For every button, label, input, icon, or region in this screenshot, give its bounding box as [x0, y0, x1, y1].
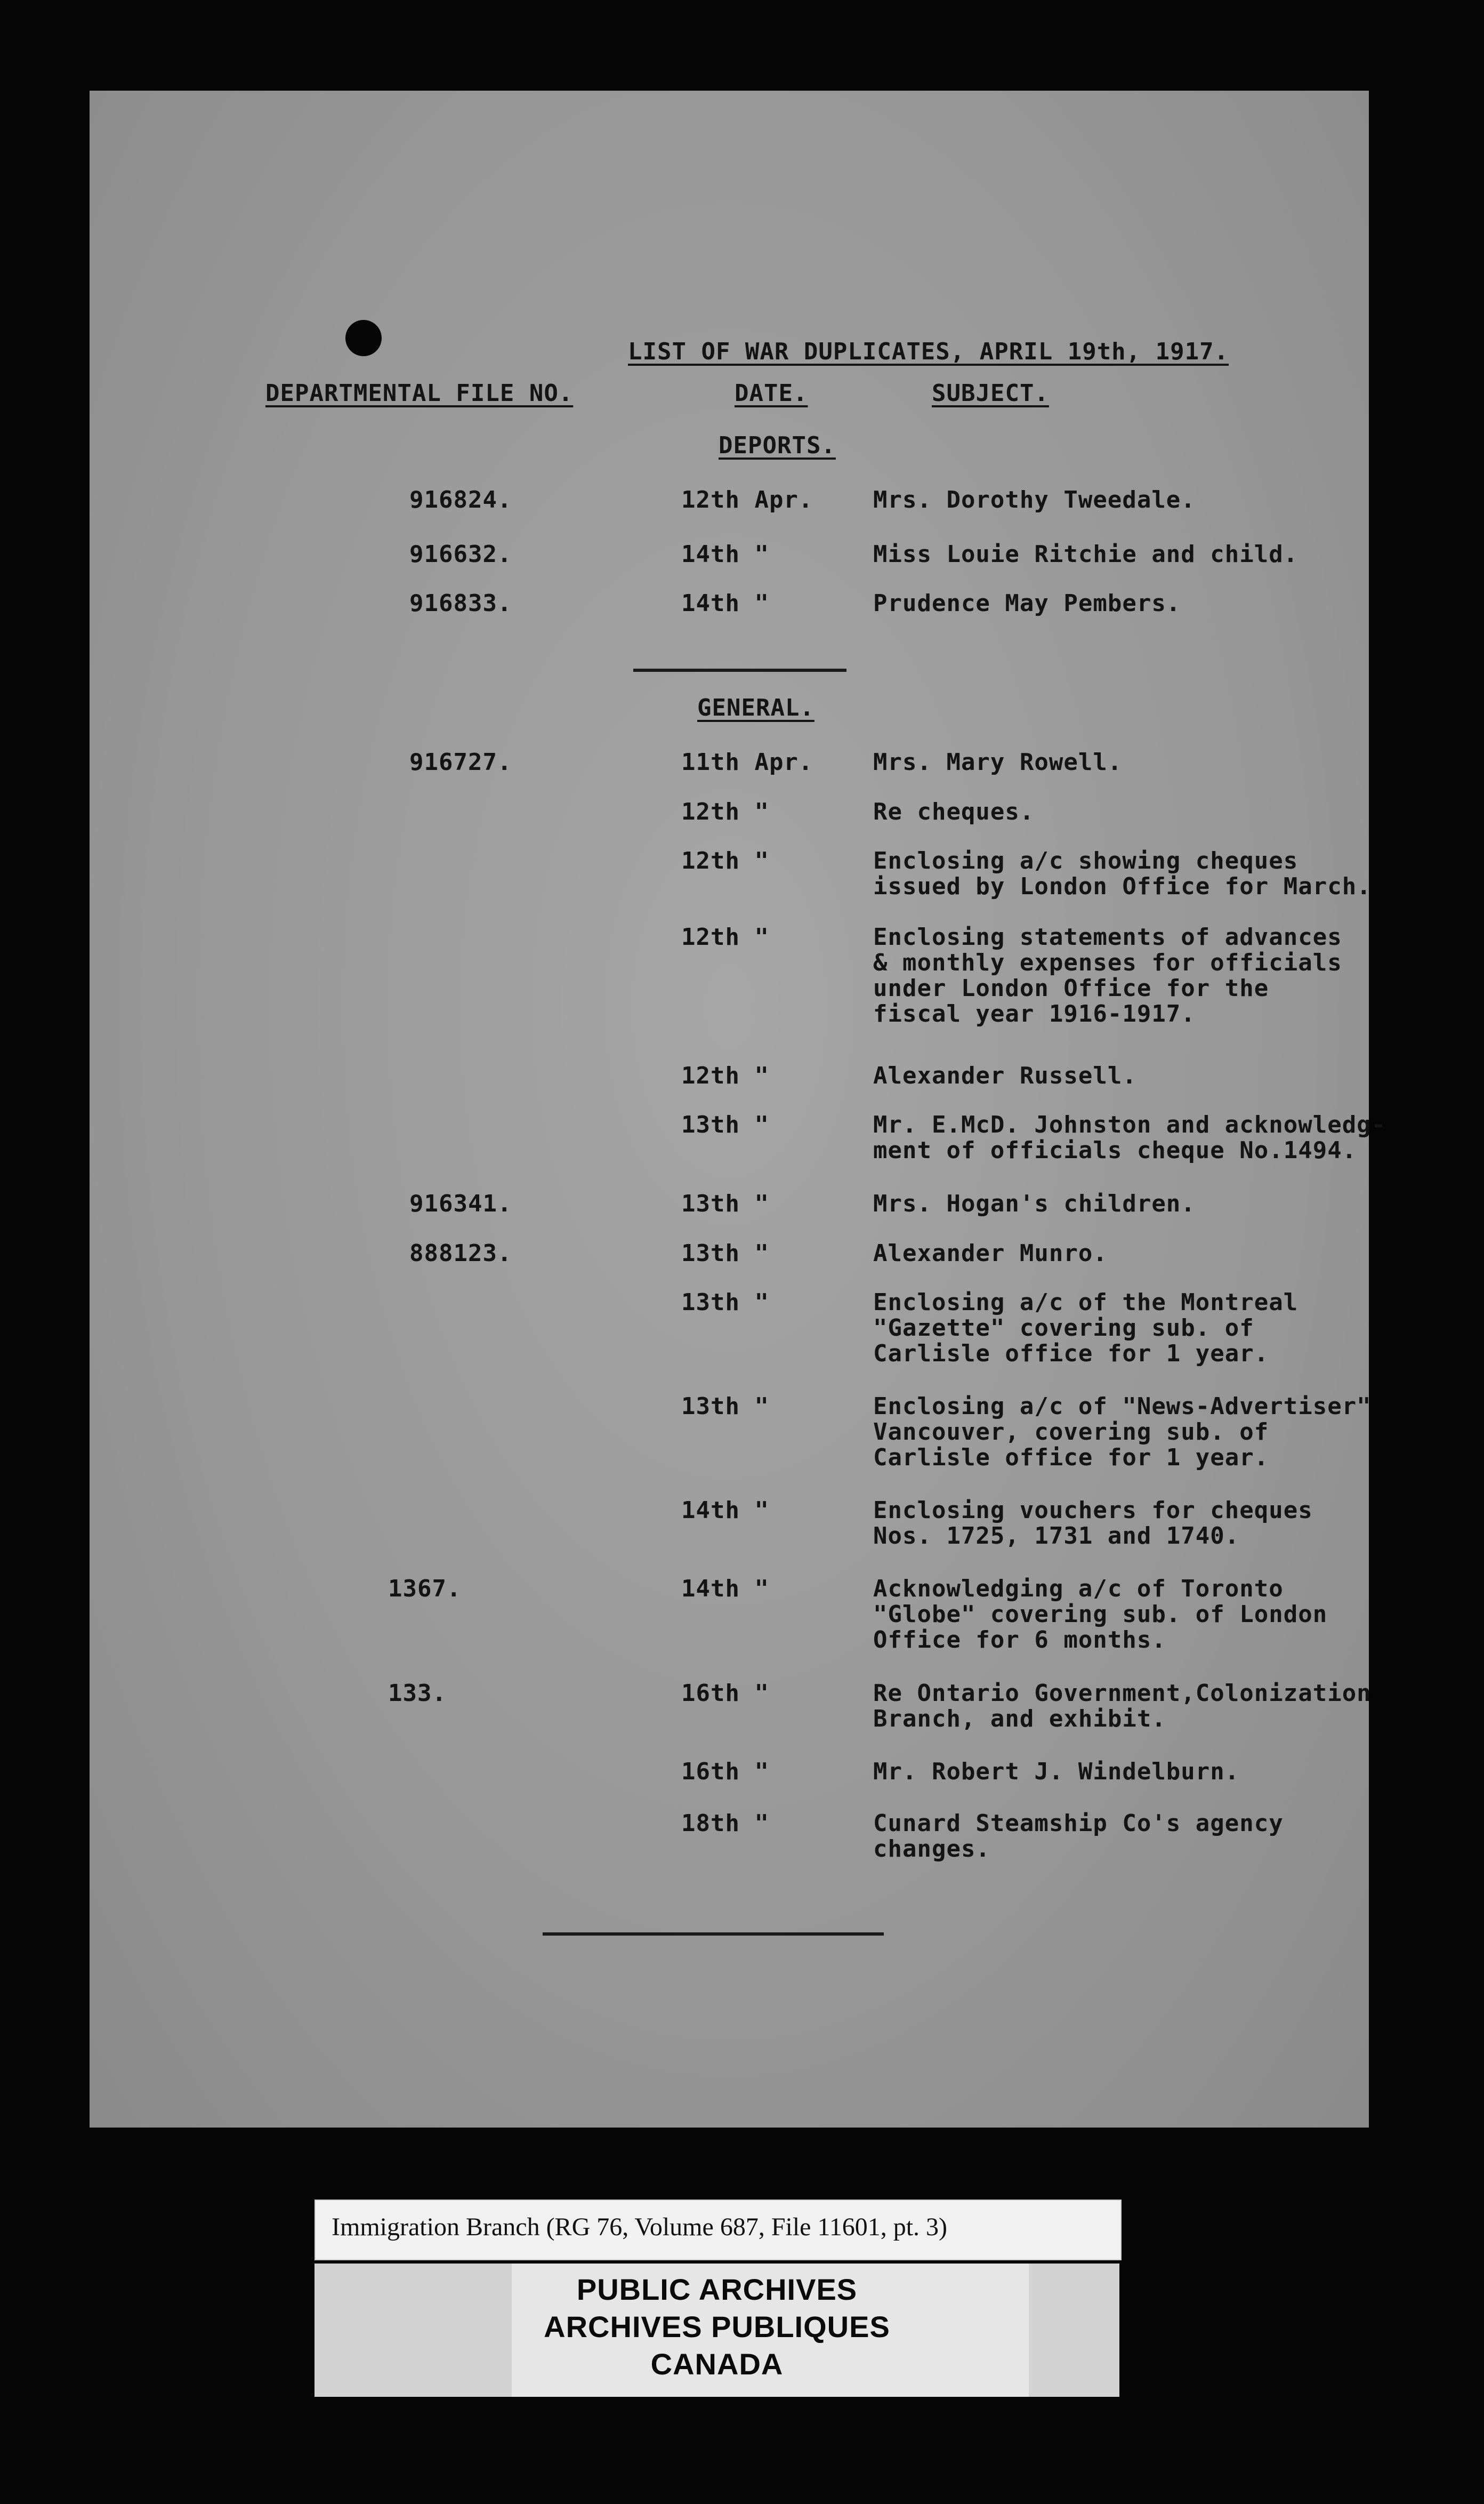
entry-subject: Carlisle office for 1 year.	[873, 1340, 1269, 1367]
entry-date: 13th "	[681, 1240, 769, 1267]
entry-subject: Alexander Russell.	[873, 1062, 1137, 1089]
entry-subject: Prudence May Pembers.	[873, 590, 1181, 617]
file-number: 916727.	[409, 749, 512, 776]
entry-subject: Office for 6 months.	[873, 1626, 1166, 1654]
entry-subject: Re cheques.	[873, 798, 1035, 825]
entry-subject: Mr. E.McD. Johnston and acknowledg-	[873, 1111, 1386, 1138]
entry-date: 11th Apr.	[681, 749, 813, 776]
entry-subject: Enclosing statements of advances	[873, 924, 1342, 951]
entry-subject: Vancouver, covering sub. of	[873, 1418, 1269, 1446]
file-number: 1367.	[388, 1575, 462, 1602]
entry-date: 14th "	[681, 1497, 769, 1524]
entry-subject: Mrs. Dorothy Tweedale.	[873, 486, 1196, 513]
archive-stamp	[314, 2264, 1119, 2397]
entry-subject: Carlisle office for 1 year.	[873, 1444, 1269, 1471]
entry-subject: Nos. 1725, 1731 and 1740.	[873, 1522, 1240, 1550]
entry-subject: changes.	[873, 1835, 990, 1863]
entry-subject: "Gazette" covering sub. of	[873, 1314, 1254, 1342]
entry-date: 14th "	[681, 590, 769, 617]
entry-subject: Miss Louie Ritchie and child.	[873, 541, 1298, 568]
file-number: 916341.	[409, 1190, 512, 1217]
section-heading: DEPORTS.	[719, 432, 836, 459]
stamp-line: ARCHIVES PUBLIQUES	[544, 2310, 890, 2344]
entry-subject: Enclosing a/c of "News-Advertiser"	[873, 1393, 1372, 1420]
entry-date: 12th "	[681, 1062, 769, 1089]
entry-subject: Re Ontario Government,Colonization	[873, 1680, 1372, 1707]
entry-subject: "Globe" covering sub. of London	[873, 1601, 1328, 1628]
file-number: 916833.	[409, 590, 512, 617]
entry-date: 12th "	[681, 798, 769, 825]
entry-date: 18th "	[681, 1810, 769, 1837]
entry-subject: under London Office for the	[873, 975, 1269, 1002]
end-divider	[543, 1932, 884, 1936]
entry-subject: Cunard Steamship Co's agency	[873, 1810, 1284, 1837]
entry-date: 13th "	[681, 1111, 769, 1138]
entry-subject: Mrs. Mary Rowell.	[873, 749, 1123, 776]
file-number: 916824.	[409, 486, 512, 513]
document-title: LIST OF WAR DUPLICATES, APRIL 19th, 1917.	[628, 338, 1229, 365]
entry-date: 13th "	[681, 1393, 769, 1420]
entry-date: 13th "	[681, 1190, 769, 1217]
entry-date: 16th "	[681, 1758, 769, 1785]
entry-date: 13th "	[681, 1289, 769, 1316]
entry-subject: Enclosing a/c of the Montreal	[873, 1289, 1298, 1316]
entry-subject: issued by London Office for March.	[873, 873, 1372, 900]
column-header-file: DEPARTMENTAL FILE NO.	[265, 380, 574, 407]
entry-date: 12th "	[681, 924, 769, 951]
archive-reference: Immigration Branch (RG 76, Volume 687, File 11601, pt. 3)	[332, 2213, 948, 2241]
entry-subject: Branch, and exhibit.	[873, 1705, 1166, 1732]
entry-date: 12th Apr.	[681, 486, 813, 513]
archive-reference-label	[314, 2200, 1122, 2260]
entry-date: 14th "	[681, 1575, 769, 1602]
entry-subject: Acknowledging a/c of Toronto	[873, 1575, 1284, 1602]
entry-date: 16th "	[681, 1680, 769, 1707]
file-number: 916632.	[409, 541, 512, 568]
entry-date: 14th "	[681, 541, 769, 568]
section-divider	[633, 669, 846, 672]
entry-subject: Mrs. Hogan's children.	[873, 1190, 1196, 1217]
entry-subject: Mr. Robert J. Windelburn.	[873, 1758, 1240, 1785]
file-number: 133.	[388, 1680, 447, 1707]
column-header-subject: SUBJECT.	[932, 380, 1049, 407]
section-heading: GENERAL.	[697, 694, 814, 721]
entry-subject: Enclosing a/c showing cheques	[873, 847, 1298, 874]
entry-subject: & monthly expenses for officials	[873, 949, 1342, 976]
stamp-line: CANADA	[650, 2347, 784, 2381]
file-number: 888123.	[409, 1240, 512, 1267]
entry-subject: ment of officials cheque No.1494.	[873, 1137, 1357, 1164]
column-header-date: DATE.	[735, 380, 808, 407]
entry-subject: Enclosing vouchers for cheques	[873, 1497, 1313, 1524]
entry-subject: Alexander Munro.	[873, 1240, 1108, 1267]
entry-date: 12th "	[681, 847, 769, 874]
document-page	[90, 91, 1386, 2128]
punch-hole	[345, 320, 382, 356]
entry-subject: fiscal year 1916-1917.	[873, 1000, 1196, 1028]
stamp-line: PUBLIC ARCHIVES	[576, 2273, 858, 2306]
